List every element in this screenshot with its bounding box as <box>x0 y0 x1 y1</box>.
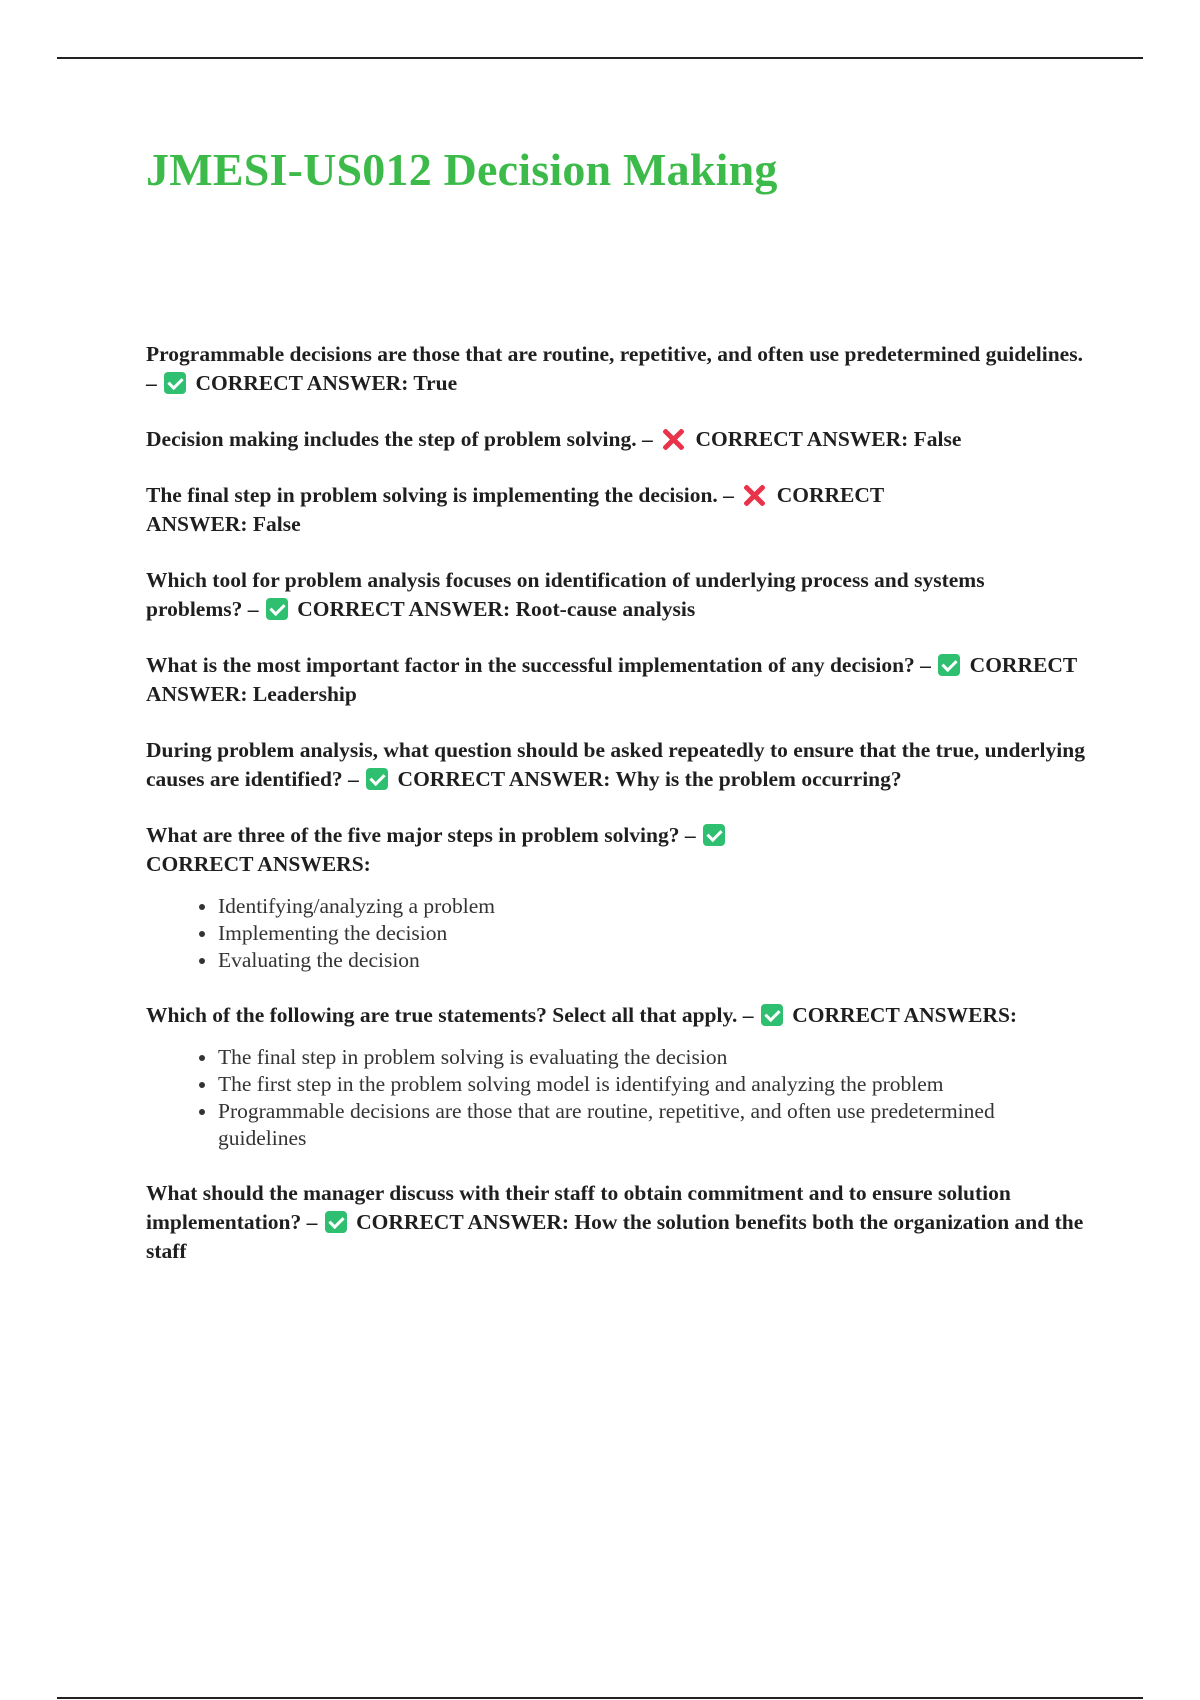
qa-item <box>146 566 1016 624</box>
answer-text: CORRECT ANSWER: Leadership <box>146 653 1077 706</box>
check-icon <box>266 598 288 620</box>
answer-option: • Evaluating the decision <box>218 947 796 974</box>
question-text: Which tool for problem analysis focuses on identification of underlying process and systems problems? – <box>146 568 985 621</box>
answer-option: • Programmable decisions are those that are routine, repetitive, and often use predetermined guidelines <box>218 1098 1046 1152</box>
answer-options <box>146 893 796 974</box>
qa-item <box>146 821 796 974</box>
answer-option: • The first step in the problem solving model is identifying and analyzing the problem <box>218 1071 1046 1098</box>
answer-option: • Identifying/analyzing a problem <box>218 893 796 920</box>
answer-text: CORRECT ANSWER: Root-cause analysis <box>297 597 696 621</box>
check-icon <box>325 1211 347 1233</box>
answer-text: CORRECT ANSWER: Why is the problem occurring? <box>397 767 902 791</box>
document-title: JMESI-US012 Decision Making <box>146 144 778 195</box>
qa-item <box>146 1179 1096 1266</box>
qa-item <box>146 425 1096 454</box>
question-text: What should the manager discuss with their staff to obtain commitment and to ensure solution implementation? – <box>146 1181 1011 1234</box>
check-icon <box>761 1004 783 1026</box>
qa-item <box>146 481 946 539</box>
question-text: Which of the following are true statements? Select all that apply. – <box>146 1003 754 1027</box>
cross-icon <box>741 484 767 506</box>
answer-options <box>146 1044 1046 1152</box>
check-icon <box>164 372 186 394</box>
answer-text: CORRECT ANSWER: False <box>695 427 962 451</box>
bottom-rule <box>57 1697 1143 1699</box>
answer-text: CORRECT ANSWER: True <box>195 371 458 395</box>
answer-option: • The final step in problem solving is evaluating the decision <box>218 1044 1046 1071</box>
question-text: The final step in problem solving is implementing the decision. – <box>146 483 734 507</box>
answer-text: CORRECT ANSWER: False <box>146 483 884 536</box>
question-text: What are three of the five major steps in problem solving? – <box>146 823 696 847</box>
answer-text: CORRECT ANSWERS: <box>146 852 371 876</box>
cross-icon <box>660 428 686 450</box>
question-text: Decision making includes the step of problem solving. – <box>146 427 653 451</box>
qa-item <box>146 340 1096 398</box>
qa-list <box>146 340 1096 1293</box>
qa-item <box>146 736 1096 794</box>
question-text: Programmable decisions are those that are routine, repetitive, and often use predetermined guidelines. – <box>146 342 1083 395</box>
check-icon <box>938 654 960 676</box>
answer-text: CORRECT ANSWER: How the solution benefits both the organization and the staff <box>146 1210 1084 1263</box>
qa-item <box>146 651 1096 709</box>
question-text: What is the most important factor in the successful implementation of any decision? – <box>146 653 931 677</box>
qa-item <box>146 1001 1046 1152</box>
check-icon <box>366 768 388 790</box>
answer-text: CORRECT ANSWERS: <box>792 1003 1018 1027</box>
answer-option: • Implementing the decision <box>218 920 796 947</box>
question-text: During problem analysis, what question should be asked repeatedly to ensure that the true, underlying causes are identified? – <box>146 738 1085 791</box>
check-icon <box>703 824 725 846</box>
top-rule <box>57 57 1143 59</box>
